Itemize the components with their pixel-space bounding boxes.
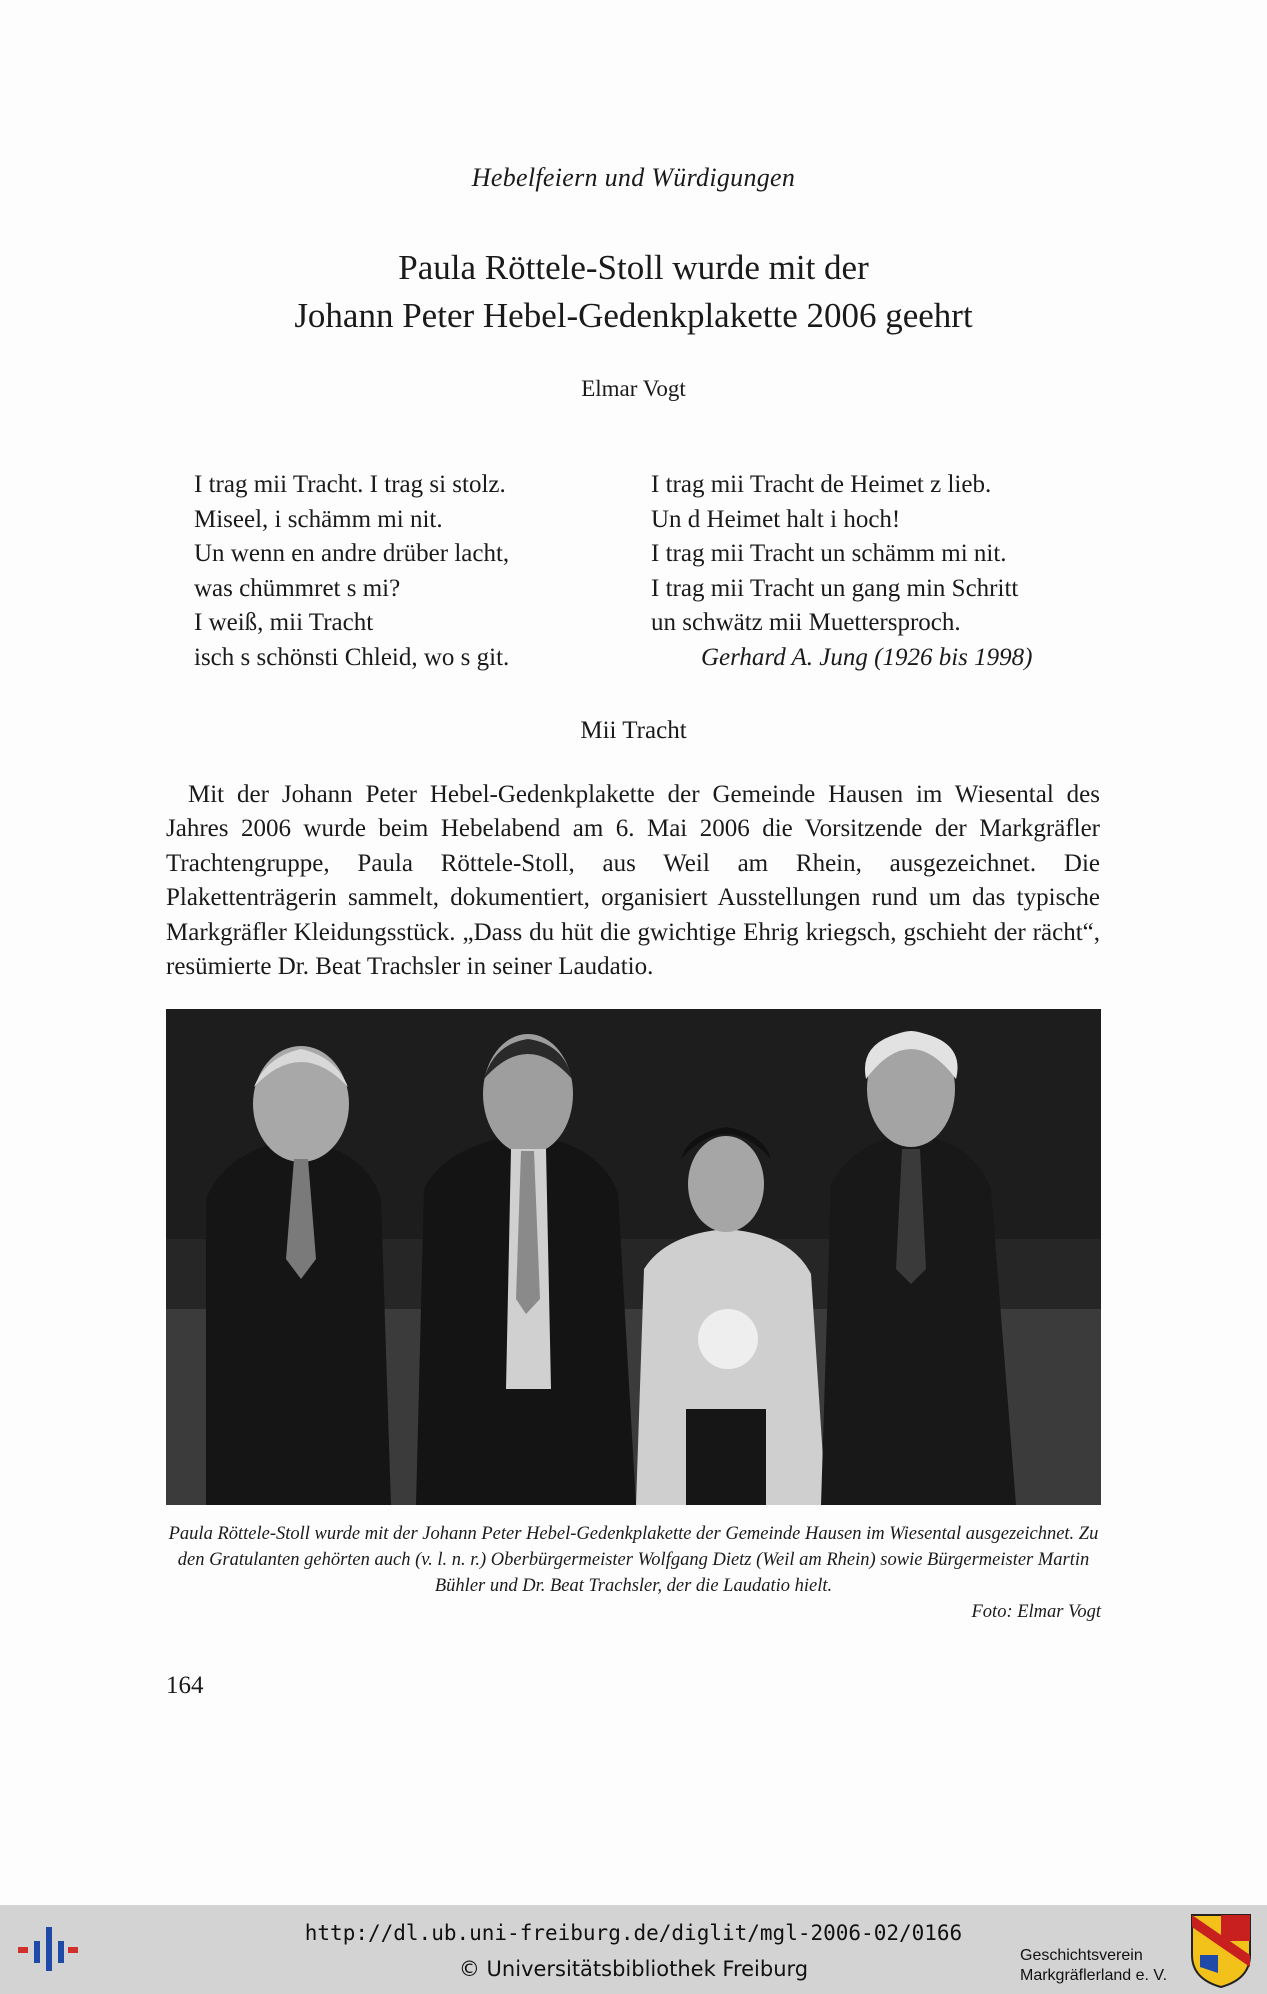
poem-line: Un d Heimet halt i hoch! — [651, 505, 901, 533]
copyright-notice: © Universitätsbibliothek Freiburg — [458, 1957, 809, 1981]
photo-caption-text: Paula Röttele-Stoll wurde mit der Johann Peter Hebel-Gedenkplakette der Gemeinde Hausen im Wiesental ausgezeichnet. Zu den Gratulanten gehörten auch (v. l. n. r.) Oberbürgermeister Wolfgang Dietz (Weil am Rhein) sowie Bürgermeister Martin Bühler und Dr. Beat Trachsler, der die Laudatio hielt. — [168, 1524, 1099, 1596]
poem-left-column — [194, 468, 509, 675]
poem-line: isch s schönsti Chleid, wo s git. — [194, 643, 510, 671]
poem-attribution: Gerhard A. Jung (1926 bis 1998) — [701, 643, 1033, 671]
coat-of-arms-icon[interactable] — [1188, 1911, 1254, 1989]
photo-credit: Foto: Elmar Vogt — [971, 1602, 1101, 1622]
article-title-line-1: Paula Röttele-Stoll wurde mit der — [398, 248, 869, 287]
society-name — [1020, 1946, 1180, 1986]
body-paragraph: Mit der Johann Peter Hebel-Gedenkplakette der Gemeinde Hausen im Wiesental des Jahres 2006 wurde beim Hebelabend am 6. Mai 2006 die Vorsitzende der Markgräfler Trachtengruppe, Paula Röttele-Stoll, aus Weil am Rhein, ausgezeichnet. Die Plakettenträgerin sammelt, dokumentiert, organisiert Ausstellungen rund um das typische Markgräfler Kleidungsstück. „Dass du hüt die gwichtige Ehrig kriegsch, gschieht der rächt“, resümierte Dr. Beat Trachsler in seiner Laudatio. — [166, 781, 1100, 981]
society-name-line-1: Geschichtsverein — [1020, 1947, 1143, 1964]
poem-line: I trag mii Tracht. I trag si stolz. — [194, 471, 506, 498]
poem-title: Mii Tracht — [580, 717, 687, 744]
poem-line: Miseel, i schämm mi nit. — [194, 505, 443, 533]
running-head: Hebelfeiern und Würdigungen — [471, 163, 796, 192]
article-title-line-2: Johann Peter Hebel-Gedenkplakette 2006 geehrt — [294, 296, 973, 335]
document-url-link[interactable]: http://dl.ub.uni-freiburg.de/diglit/mgl-2006-02/0166 — [304, 1921, 963, 1945]
poem-line: I trag mii Tracht un gang min Schritt — [651, 574, 1019, 602]
poem-line: un schwätz mii Muettersproch. — [651, 609, 961, 636]
group-photo-image — [166, 1009, 1101, 1505]
poem-line: I trag mii Tracht de Heimet z lieb. — [651, 471, 992, 498]
poem-line: was chümmret s mi? — [194, 574, 401, 602]
page-number: 164 — [166, 1672, 204, 1699]
society-name-line-2: Markgräflerland e. V. — [1020, 1967, 1168, 1984]
library-footer — [0, 1905, 1267, 1994]
group-photo — [166, 1009, 1101, 1505]
poem-right-column — [651, 468, 1032, 675]
photo-caption — [166, 1521, 1101, 1625]
poem-line: I trag mii Tracht un schämm mi nit. — [651, 540, 1007, 567]
poem-line: I weiß, mii Tracht — [194, 609, 374, 636]
article-title — [0, 244, 1267, 340]
article-author: Elmar Vogt — [581, 376, 686, 401]
poem-line: Un wenn en andre drüber lacht, — [194, 540, 510, 567]
